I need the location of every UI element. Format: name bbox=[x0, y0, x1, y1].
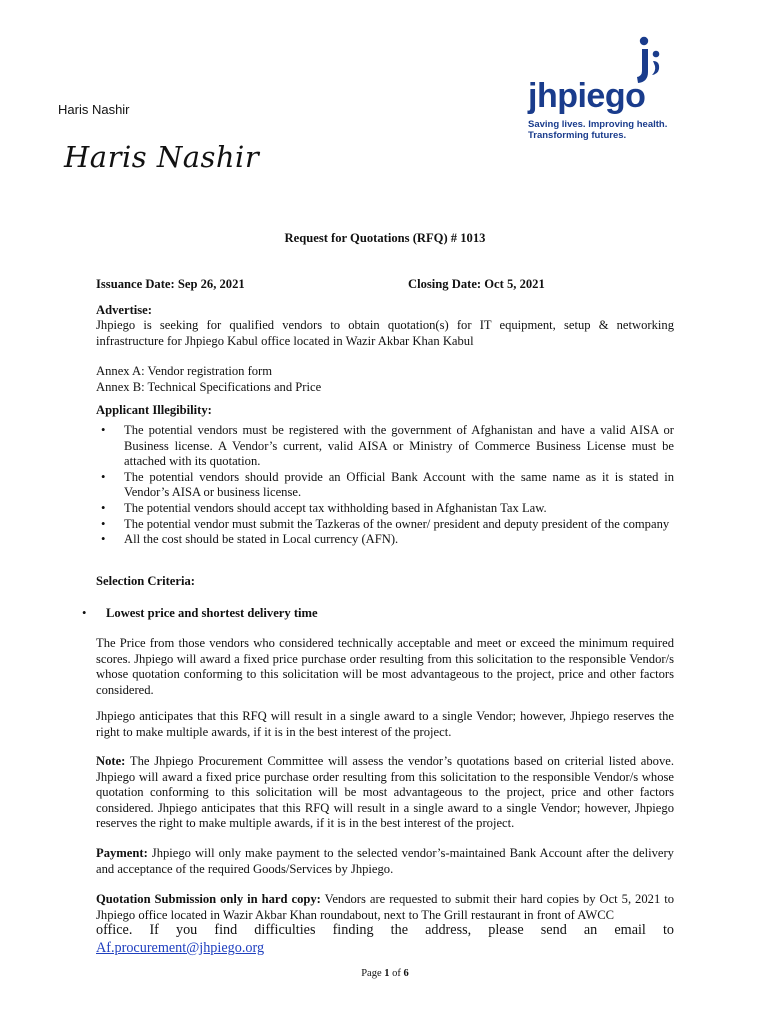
note-paragraph bbox=[96, 754, 674, 832]
advertise-heading: Advertise: bbox=[96, 303, 152, 317]
note-label: Note: bbox=[96, 754, 126, 768]
submission-text-large: office. If you find difficulties finding the address, please send an email to bbox=[96, 922, 674, 938]
list-item: • All the cost should be stated in Local currency (AFN). bbox=[101, 532, 399, 547]
signature: Haris Nashir bbox=[64, 140, 260, 174]
list-item: • The potential vendors must be registered with the government of Afghanistan and have a valid AISA or Business license. A Vendor’s current, valid AISA or Ministry of Commerce Business License must be attached with its quotation. bbox=[101, 423, 674, 469]
payment-text: Jhpiego will only make payment to the selected vendor’s-maintained Bank Account after the delivery and acceptance of the required Goods/Services by Jhpiego. bbox=[96, 846, 674, 876]
selection-heading: Selection Criteria: bbox=[96, 574, 195, 588]
header-name: Haris Nashir bbox=[58, 102, 130, 117]
list-item: • The potential vendor must submit the Tazkeras of the owner/ president and deputy president of the company bbox=[101, 516, 670, 531]
selection-paragraph-1: The Price from those vendors who considered technically acceptable and meet or exceed the minimum required scores. Jhpiego will award a fixed price purchase order resulting from this solicitation to the responsible Vendor/s whose quotation conforming to this solicitation will be most advantageous to the project, price and other factors considered. bbox=[96, 636, 674, 697]
submission-text: Vendors are requested to submit their hard copies by Oct 5, 2021 to Jhpiego office located in Wazir Akbar Khan roundabout, next to The Grill restaurant in front of AWCC bbox=[96, 892, 674, 922]
logo-wordmark: jhpiego bbox=[528, 77, 646, 115]
submission-paragraph bbox=[96, 892, 674, 923]
advertise-body: Jhpiego is seeking for qualified vendors to obtain quotation(s) for IT equipment, setup & networking infrastructure for Jhpiego Kabul office located in Wazir Akbar Khan Kabul bbox=[96, 318, 674, 348]
submission-label: Quotation Submission only in hard copy: bbox=[96, 892, 321, 906]
payment-label: Payment: bbox=[96, 846, 148, 860]
list-item: • The potential vendors should provide an Official Bank Account with the same name as it is stated in Vendor’s AISA or business license. bbox=[101, 469, 674, 500]
logo-tagline-1: Saving lives. Improving health. bbox=[528, 119, 668, 130]
document-title: Request for Quotations (RFQ) # 1013 bbox=[284, 231, 486, 245]
eligibility-list bbox=[96, 423, 674, 548]
jhpiego-logo bbox=[528, 36, 678, 141]
logo-tagline-2: Transforming futures. bbox=[528, 130, 627, 141]
annex-a: Annex A: Vendor registration form bbox=[96, 364, 273, 378]
eligibility-heading: Applicant Illegibility: bbox=[96, 403, 212, 417]
page-number: Page 1 of 6 bbox=[361, 968, 409, 979]
annex-b: Annex B: Technical Specifications and Price bbox=[96, 380, 322, 394]
closing-date: Closing Date: Oct 5, 2021 bbox=[408, 277, 545, 291]
payment-paragraph bbox=[96, 846, 674, 877]
issuance-date: Issuance Date: Sep 26, 2021 bbox=[96, 277, 245, 291]
note-text: The Jhpiego Procurement Committee will assess the vendor’s quotations based on criterial listed above. Jhpiego will award a fixed price purchase order resulting from this solicitation to the responsible Vendor/s whose quotation conforming to this solicitation will be most advantageous to the project, price and other factors considered. Jhpiego anticipates that this RFQ will result in a single award to a single Vendor; however, Jhpiego reserves the right to make multiple awards, if it is in the best interest of the project. bbox=[96, 754, 674, 831]
list-item: • The potential vendors should accept tax withholding based in Afghanistan Tax Law. bbox=[101, 500, 547, 515]
selection-paragraph-2: Jhpiego anticipates that this RFQ will result in a single award to a single Vendor; however, Jhpiego reserves the right to make multiple awards, if it is in the best interest of the project. bbox=[96, 709, 674, 739]
procurement-email-link[interactable]: Af.procurement@jhpiego.org bbox=[96, 940, 265, 956]
selection-bullet: • Lowest price and shortest delivery time bbox=[82, 606, 318, 620]
